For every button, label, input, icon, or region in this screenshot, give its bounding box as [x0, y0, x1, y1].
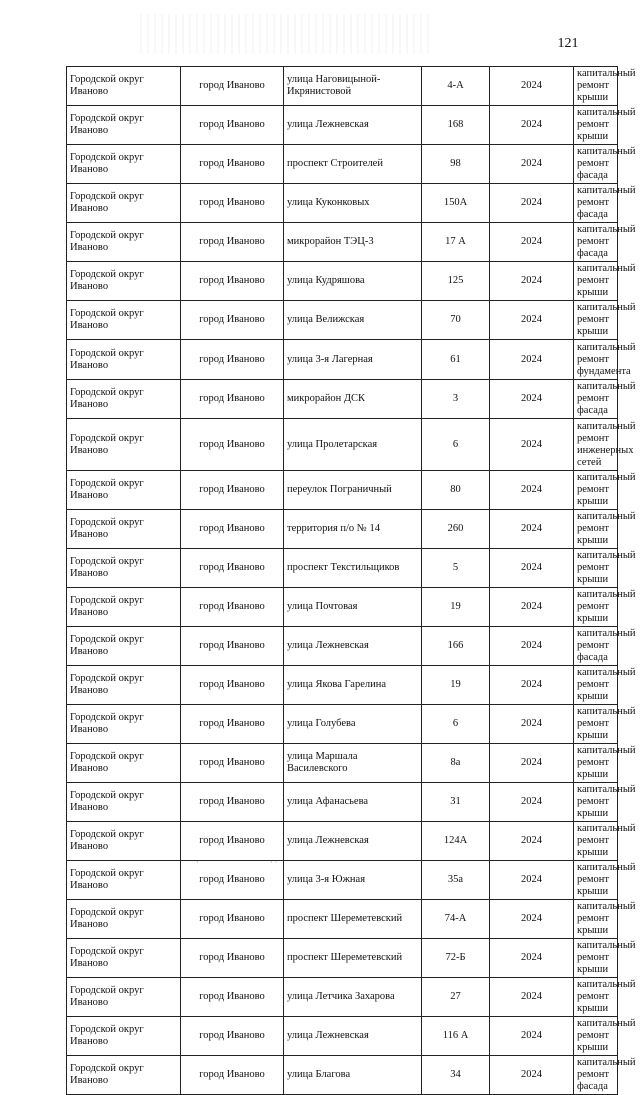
cell-work-type: капитальный ремонт крыши	[574, 510, 618, 549]
cell-work-type: капитальный ремонт крыши	[574, 67, 618, 106]
cell-street: улица Наговицыной-Икрянистовой	[284, 67, 422, 106]
table-row	[67, 900, 618, 939]
cell-work-type: капитальный ремонт крыши	[574, 744, 618, 783]
cell-year: 2024	[490, 978, 574, 1017]
table-row	[67, 783, 618, 822]
cell-district: Городской округ Иваново	[67, 744, 181, 783]
cell-district: Городской округ Иваново	[67, 419, 181, 471]
cell-house-number: 166	[422, 627, 490, 666]
table-row	[67, 106, 618, 145]
cell-house-number: 31	[422, 783, 490, 822]
table-row	[67, 861, 618, 900]
cell-street: проспект Шереметевский	[284, 900, 422, 939]
cell-house-number: 17 А	[422, 223, 490, 262]
cell-city: город Иваново	[181, 744, 284, 783]
cell-street: проспект Текстильщиков	[284, 549, 422, 588]
table-row	[67, 223, 618, 262]
cell-district: Городской округ Иваново	[67, 627, 181, 666]
table-row	[67, 1017, 618, 1056]
cell-work-type: капитальный ремонт крыши	[574, 978, 618, 1017]
cell-work-type: капитальный ремонт крыши	[574, 301, 618, 340]
cell-city: город Иваново	[181, 340, 284, 380]
cell-street: улица 3-я Южная	[284, 861, 422, 900]
cell-district: Городской округ Иваново	[67, 1017, 181, 1056]
cell-street: улица Лежневская	[284, 627, 422, 666]
cell-year: 2024	[490, 419, 574, 471]
cell-city: город Иваново	[181, 106, 284, 145]
table-row	[67, 471, 618, 510]
cell-street: улица Якова Гарелина	[284, 666, 422, 705]
table-row	[67, 67, 618, 106]
cell-city: город Иваново	[181, 419, 284, 471]
cell-street: территория п/о № 14	[284, 510, 422, 549]
cell-work-type: капитальный ремонт инженерных сетей	[574, 419, 618, 471]
table-row	[67, 510, 618, 549]
cell-district: Городской округ Иваново	[67, 939, 181, 978]
cell-city: город Иваново	[181, 262, 284, 301]
cell-district: Городской округ Иваново	[67, 978, 181, 1017]
table-row	[67, 262, 618, 301]
cell-district: Городской округ Иваново	[67, 861, 181, 900]
cell-year: 2024	[490, 301, 574, 340]
cell-district: Городской округ Иваново	[67, 510, 181, 549]
cell-district: Городской округ Иваново	[67, 301, 181, 340]
cell-year: 2024	[490, 861, 574, 900]
cell-district: Городской округ Иваново	[67, 549, 181, 588]
cell-work-type: капитальный ремонт фасада	[574, 145, 618, 184]
cell-street: микрорайон ДСК	[284, 380, 422, 419]
cell-year: 2024	[490, 471, 574, 510]
cell-city: город Иваново	[181, 861, 284, 900]
cell-street: улица Лежневская	[284, 822, 422, 861]
cell-house-number: 125	[422, 262, 490, 301]
cell-house-number: 61	[422, 340, 490, 380]
cell-city: город Иваново	[181, 223, 284, 262]
cell-city: город Иваново	[181, 549, 284, 588]
cell-city: город Иваново	[181, 705, 284, 744]
cell-work-type: капитальный ремонт крыши	[574, 549, 618, 588]
cell-house-number: 3	[422, 380, 490, 419]
cell-district: Городской округ Иваново	[67, 900, 181, 939]
table-row	[67, 380, 618, 419]
cell-work-type: капитальный ремонт крыши	[574, 822, 618, 861]
cell-street: улица Кудряшова	[284, 262, 422, 301]
cell-work-type: капитальный ремонт крыши	[574, 471, 618, 510]
cell-year: 2024	[490, 588, 574, 627]
cell-district: Городской округ Иваново	[67, 106, 181, 145]
cell-year: 2024	[490, 666, 574, 705]
cell-street: улица Велижская	[284, 301, 422, 340]
cell-year: 2024	[490, 106, 574, 145]
cell-house-number: 74-А	[422, 900, 490, 939]
cell-district: Городской округ Иваново	[67, 184, 181, 223]
cell-house-number: 4-А	[422, 67, 490, 106]
cell-work-type: капитальный ремонт крыши	[574, 900, 618, 939]
cell-work-type: капитальный ремонт крыши	[574, 939, 618, 978]
cell-city: город Иваново	[181, 588, 284, 627]
cell-city: город Иваново	[181, 939, 284, 978]
cell-year: 2024	[490, 223, 574, 262]
cell-work-type: капитальный ремонт крыши	[574, 861, 618, 900]
table-row	[67, 145, 618, 184]
cell-work-type: капитальный ремонт фасада	[574, 1056, 618, 1095]
cell-house-number: 27	[422, 978, 490, 1017]
cell-city: город Иваново	[181, 822, 284, 861]
cell-house-number: 80	[422, 471, 490, 510]
cell-year: 2024	[490, 627, 574, 666]
repair-registry-table	[66, 66, 636, 1095]
cell-work-type: капитальный ремонт крыши	[574, 106, 618, 145]
cell-district: Городской округ Иваново	[67, 666, 181, 705]
cell-year: 2024	[490, 705, 574, 744]
table-row	[67, 666, 618, 705]
cell-house-number: 116 А	[422, 1017, 490, 1056]
table-row	[67, 1056, 618, 1095]
cell-year: 2024	[490, 783, 574, 822]
table-row	[67, 705, 618, 744]
cell-district: Городской округ Иваново	[67, 67, 181, 106]
cell-year: 2024	[490, 380, 574, 419]
cell-district: Городской округ Иваново	[67, 705, 181, 744]
table-row	[67, 301, 618, 340]
cell-street: улица Благова	[284, 1056, 422, 1095]
cell-street: улица 3-я Лагерная	[284, 340, 422, 380]
cell-city: город Иваново	[181, 184, 284, 223]
cell-house-number: 19	[422, 588, 490, 627]
cell-city: город Иваново	[181, 510, 284, 549]
cell-year: 2024	[490, 340, 574, 380]
table-row	[67, 549, 618, 588]
cell-work-type: капитальный ремонт фасада	[574, 223, 618, 262]
cell-district: Городской округ Иваново	[67, 380, 181, 419]
cell-district: Городской округ Иваново	[67, 145, 181, 184]
cell-district: Городской округ Иваново	[67, 783, 181, 822]
cell-district: Городской округ Иваново	[67, 262, 181, 301]
cell-street: улица Почтовая	[284, 588, 422, 627]
table-row	[67, 978, 618, 1017]
cell-house-number: 124А	[422, 822, 490, 861]
cell-house-number: 98	[422, 145, 490, 184]
table-row	[67, 340, 618, 380]
cell-year: 2024	[490, 900, 574, 939]
cell-district: Городской округ Иваново	[67, 223, 181, 262]
cell-street: проспект Шереметевский	[284, 939, 422, 978]
cell-work-type: капитальный ремонт фасада	[574, 380, 618, 419]
cell-city: город Иваново	[181, 627, 284, 666]
cell-house-number: 35а	[422, 861, 490, 900]
cell-city: город Иваново	[181, 301, 284, 340]
cell-district: Городской округ Иваново	[67, 822, 181, 861]
cell-city: город Иваново	[181, 900, 284, 939]
cell-year: 2024	[490, 510, 574, 549]
table-row	[67, 822, 618, 861]
cell-district: Городской округ Иваново	[67, 340, 181, 380]
cell-work-type: капитальный ремонт крыши	[574, 666, 618, 705]
cell-street: улица Маршала Василевского	[284, 744, 422, 783]
cell-city: город Иваново	[181, 783, 284, 822]
cell-work-type: капитальный ремонт крыши	[574, 783, 618, 822]
scan-speck: · ·	[270, 858, 278, 867]
cell-house-number: 150А	[422, 184, 490, 223]
cell-city: город Иваново	[181, 145, 284, 184]
cell-house-number: 260	[422, 510, 490, 549]
cell-city: город Иваново	[181, 1017, 284, 1056]
cell-year: 2024	[490, 1017, 574, 1056]
scan-speck: ·	[196, 858, 199, 867]
cell-year: 2024	[490, 939, 574, 978]
cell-street: переулок Пограничный	[284, 471, 422, 510]
cell-work-type: капитальный ремонт крыши	[574, 588, 618, 627]
cell-year: 2024	[490, 549, 574, 588]
cell-house-number: 19	[422, 666, 490, 705]
cell-street: улица Куконковых	[284, 184, 422, 223]
table-row	[67, 588, 618, 627]
cell-city: город Иваново	[181, 978, 284, 1017]
cell-year: 2024	[490, 744, 574, 783]
cell-house-number: 168	[422, 106, 490, 145]
cell-house-number: 6	[422, 419, 490, 471]
cell-street: улица Лежневская	[284, 1017, 422, 1056]
cell-house-number: 70	[422, 301, 490, 340]
cell-house-number: 5	[422, 549, 490, 588]
cell-street: микрорайон ТЭЦ-3	[284, 223, 422, 262]
table-row	[67, 627, 618, 666]
cell-street: улица Пролетарская	[284, 419, 422, 471]
cell-house-number: 8а	[422, 744, 490, 783]
cell-district: Городской округ Иваново	[67, 1056, 181, 1095]
scan-noise	[140, 14, 430, 54]
cell-city: город Иваново	[181, 380, 284, 419]
table-row	[67, 419, 618, 471]
cell-house-number: 34	[422, 1056, 490, 1095]
cell-work-type: капитальный ремонт крыши	[574, 705, 618, 744]
cell-street: улица Лежневская	[284, 106, 422, 145]
cell-city: город Иваново	[181, 67, 284, 106]
cell-year: 2024	[490, 67, 574, 106]
cell-district: Городской округ Иваново	[67, 471, 181, 510]
cell-work-type: капитальный ремонт крыши	[574, 262, 618, 301]
cell-street: проспект Строителей	[284, 145, 422, 184]
cell-work-type: капитальный ремонт крыши	[574, 1017, 618, 1056]
cell-work-type: капитальный ремонт фасада	[574, 627, 618, 666]
cell-work-type: капитальный ремонт фасада	[574, 184, 618, 223]
page-number: 121	[557, 36, 579, 51]
cell-street: улица Летчика Захарова	[284, 978, 422, 1017]
cell-year: 2024	[490, 262, 574, 301]
table-row	[67, 744, 618, 783]
cell-house-number: 72-Б	[422, 939, 490, 978]
cell-street: улица Голубева	[284, 705, 422, 744]
cell-year: 2024	[490, 822, 574, 861]
cell-house-number: 6	[422, 705, 490, 744]
cell-city: город Иваново	[181, 471, 284, 510]
cell-work-type: капитальный ремонт фундамента	[574, 340, 618, 380]
cell-city: город Иваново	[181, 1056, 284, 1095]
cell-year: 2024	[490, 184, 574, 223]
cell-district: Городской округ Иваново	[67, 588, 181, 627]
cell-city: город Иваново	[181, 666, 284, 705]
table-row	[67, 939, 618, 978]
cell-street: улица Афанасьева	[284, 783, 422, 822]
cell-year: 2024	[490, 1056, 574, 1095]
table-row	[67, 184, 618, 223]
cell-year: 2024	[490, 145, 574, 184]
